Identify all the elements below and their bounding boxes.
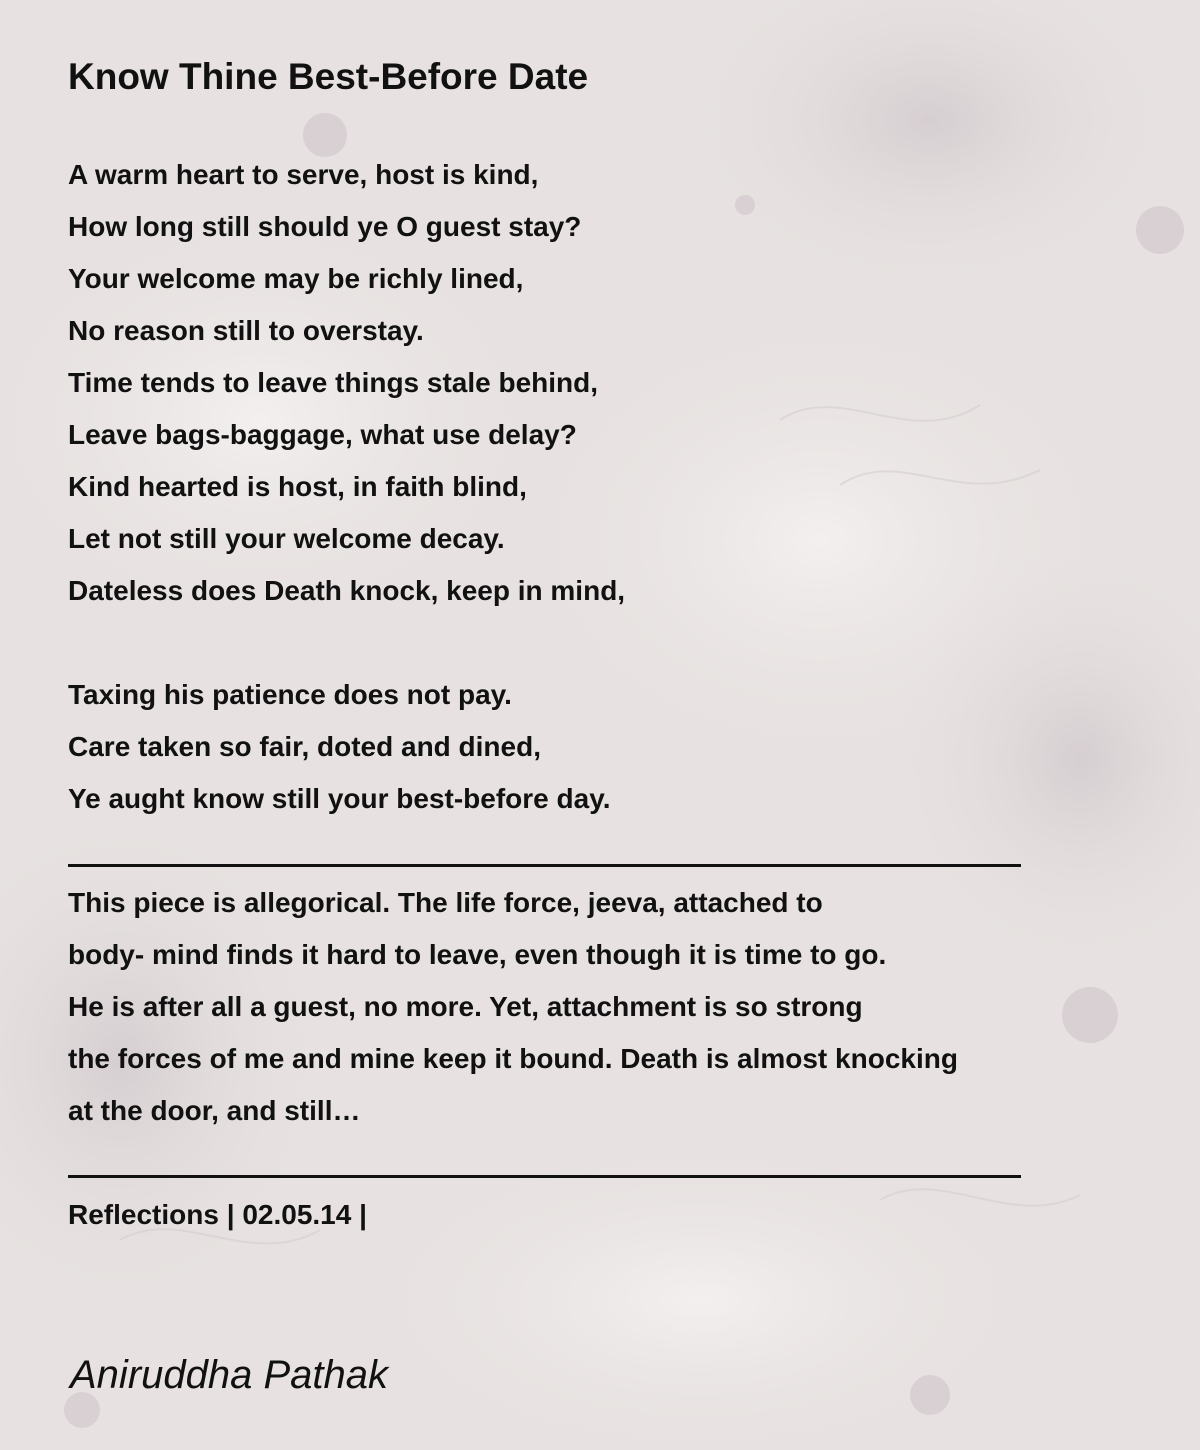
poem-line: Time tends to leave things stale behind, (68, 367, 599, 398)
poem-line: Let not still your welcome decay. (68, 523, 505, 554)
poem-line: Care taken so fair, doted and dined, (68, 731, 541, 762)
note-line: the forces of me and mine keep it bound. Death is almost knocking (68, 1043, 958, 1074)
poem-line: Your welcome may be richly lined, (68, 263, 524, 294)
author-signature: Aniruddha Pathak (70, 1353, 389, 1397)
section-divider (68, 864, 1021, 867)
poem-line: Taxing his patience does not pay. (68, 679, 512, 710)
note-line: He is after all a guest, no more. Yet, attachment is so strong (68, 991, 863, 1022)
poem-line: Dateless does Death knock, keep in mind, (68, 575, 626, 606)
poem-stanza-1 (68, 149, 625, 617)
note-line: at the door, and still… (68, 1095, 361, 1126)
poem-line: No reason still to overstay. (68, 315, 424, 346)
poem-stanza-2 (68, 669, 610, 825)
poem-line: How long still should ye O guest stay? (68, 211, 582, 242)
section-divider (68, 1175, 1021, 1178)
poem-line: Ye aught know still your best-before day. (68, 783, 611, 814)
poem-line: A warm heart to serve, host is kind, (68, 159, 539, 190)
poem-title: Know Thine Best-Before Date (68, 56, 589, 97)
footer-reflections-date: Reflections | 02.05.14 | (68, 1199, 367, 1230)
note-line: body- mind finds it hard to leave, even though it is time to go. (68, 939, 887, 970)
poem-line: Leave bags-baggage, what use delay? (68, 419, 577, 450)
poem-footer (68, 1189, 367, 1241)
note-line: This piece is allegorical. The life force, jeeva, attached to (68, 887, 823, 918)
author-note (68, 877, 958, 1137)
poem-line: Kind hearted is host, in faith blind, (68, 471, 527, 502)
